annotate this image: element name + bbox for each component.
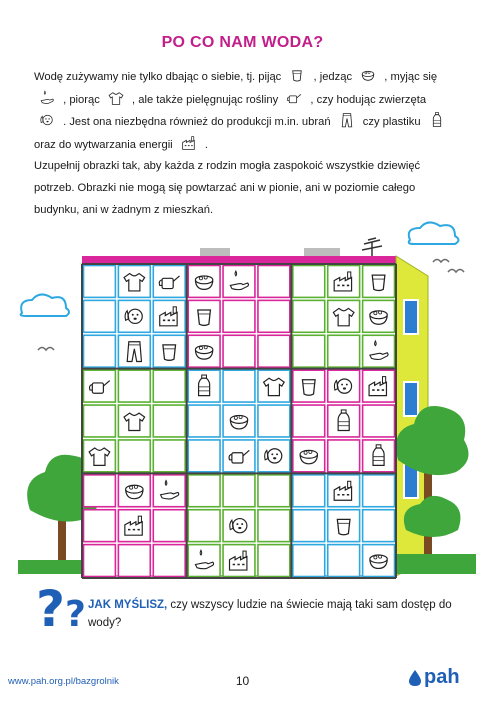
question-mark-icon: ??	[36, 580, 86, 638]
grid-cell[interactable]	[84, 545, 116, 577]
grid-cell	[153, 300, 185, 332]
grid-cell[interactable]	[258, 475, 290, 507]
grid-cell	[328, 266, 360, 298]
grid-cell	[153, 475, 185, 507]
grid-cell[interactable]	[188, 510, 220, 542]
grid-cell[interactable]	[188, 405, 220, 437]
grid-cell	[223, 405, 255, 437]
grid-cell	[188, 300, 220, 332]
grid-cell[interactable]	[84, 300, 116, 332]
building-roof	[82, 256, 396, 264]
grid-cell	[84, 370, 116, 402]
sudoku-grid	[82, 264, 396, 578]
grid-cell[interactable]	[293, 266, 325, 298]
grid-cell[interactable]	[258, 405, 290, 437]
grid-cell[interactable]	[84, 335, 116, 367]
grid-cell[interactable]	[258, 266, 290, 298]
cloud-icon	[409, 222, 459, 244]
grid-cell[interactable]	[188, 440, 220, 472]
watering-can-icon	[283, 89, 305, 107]
grid-cell[interactable]	[328, 440, 360, 472]
intro-text: hodując zwierzęta	[336, 93, 427, 106]
grid-cell[interactable]	[363, 475, 395, 507]
grid-cell[interactable]	[84, 266, 116, 298]
grid-cell[interactable]	[223, 300, 255, 332]
grid-cell[interactable]	[293, 475, 325, 507]
page-title: PO CO NAM WODA?	[161, 34, 324, 51]
grid-cell	[328, 300, 360, 332]
pah-logo: pah	[408, 666, 460, 689]
antenna-icon	[362, 238, 382, 258]
grid-cell	[118, 475, 150, 507]
intro-text: , czy	[310, 93, 334, 106]
grid-cell	[328, 510, 360, 542]
grid-cell[interactable]	[84, 510, 116, 542]
footer-link[interactable]: www.pah.org.pl/bazgrolnik	[8, 676, 119, 687]
cloud-icon	[21, 294, 69, 316]
cup-icon	[286, 66, 308, 84]
grid-cell[interactable]	[118, 545, 150, 577]
handwash-icon	[36, 89, 58, 107]
grid-cell[interactable]	[84, 475, 116, 507]
intro-text: ubrań	[301, 116, 331, 129]
grid-cell[interactable]	[258, 510, 290, 542]
grid-cell	[223, 440, 255, 472]
side-window	[404, 382, 418, 416]
grid-cell	[84, 440, 116, 472]
grid-cell[interactable]	[153, 440, 185, 472]
grid-cell[interactable]	[293, 335, 325, 367]
page-number: 10	[235, 674, 250, 688]
intro-text: , piorąc	[63, 93, 100, 106]
grid-cell[interactable]	[258, 335, 290, 367]
grid-cell	[328, 370, 360, 402]
grid-cell	[153, 335, 185, 367]
grid-cell	[188, 335, 220, 367]
grid-cell[interactable]	[328, 545, 360, 577]
grid-cell	[363, 300, 395, 332]
water-drop-icon	[408, 669, 422, 687]
intro-text: oraz do wytwarzania energii	[34, 138, 173, 151]
grid-cell	[223, 510, 255, 542]
grid-cell[interactable]	[153, 370, 185, 402]
grid-cell[interactable]	[84, 405, 116, 437]
grid-cell[interactable]	[118, 440, 150, 472]
grid-cell	[223, 545, 255, 577]
grid-cell[interactable]	[153, 545, 185, 577]
grid-cell[interactable]	[363, 405, 395, 437]
grid-cell[interactable]	[258, 545, 290, 577]
intro-text: . Jest ona niezbędna również do produkcji m.in.	[63, 116, 299, 129]
intro-text: .	[204, 138, 208, 151]
grid-cell[interactable]	[328, 335, 360, 367]
grid-cell	[118, 300, 150, 332]
grid-cell[interactable]	[118, 370, 150, 402]
shirt-icon	[105, 89, 127, 107]
question-text: JAK MYŚLISZ, czy wszyscy ludzie na świecie mają taki sam dostęp do wody?	[88, 599, 452, 629]
grid-cell	[363, 266, 395, 298]
bowl-icon	[357, 66, 379, 84]
grid-cell[interactable]	[293, 405, 325, 437]
grid-cell[interactable]	[223, 335, 255, 367]
building-scene	[0, 210, 485, 580]
grid-cell	[293, 370, 325, 402]
grid-cell	[363, 545, 395, 577]
grid-cell	[363, 370, 395, 402]
grid-cell[interactable]	[153, 510, 185, 542]
bottle-icon	[426, 111, 448, 129]
instructions-text: Uzupełnij obrazki tak, aby każda z rodzin mogła zaspokoić wszystkie dziewięć potrzeb. Obrazki nie mogą się powtarzać ani w pionie, ani w poziomie całego budynku, ani w żadnym z mieszkań.	[34, 160, 421, 216]
dog-icon	[36, 111, 58, 129]
grid-cell[interactable]	[293, 300, 325, 332]
chimney	[200, 248, 230, 256]
grid-cell[interactable]	[363, 510, 395, 542]
intro-text: myjąc się	[390, 71, 438, 83]
grid-cell	[258, 440, 290, 472]
intro-text: , ale także pielęgnując rośliny	[132, 93, 279, 106]
grid-cell[interactable]	[293, 545, 325, 577]
grid-cell[interactable]	[188, 475, 220, 507]
intro-text: czy plastiku	[362, 116, 421, 129]
grid-cell[interactable]	[223, 370, 255, 402]
factory-icon	[178, 134, 200, 152]
intro-text: ,	[384, 71, 388, 83]
grid-cell[interactable]	[258, 300, 290, 332]
grid-cell	[188, 545, 220, 577]
grid-cell	[118, 266, 150, 298]
intro-text: , jedząc	[313, 71, 353, 83]
grid-cell	[223, 266, 255, 298]
grid-cell	[188, 266, 220, 298]
side-window	[404, 300, 418, 334]
grid-cell	[118, 405, 150, 437]
grid-cell	[153, 266, 185, 298]
intro-text: Wodę zużywamy nie tylko dbając o siebie, tj. pijąc	[34, 71, 282, 83]
grid-cell[interactable]	[223, 475, 255, 507]
grid-cell	[328, 475, 360, 507]
grid-cell	[293, 440, 325, 472]
grid-cell[interactable]	[153, 405, 185, 437]
trousers-icon	[336, 111, 358, 129]
grid-cell[interactable]	[293, 510, 325, 542]
grid-cell	[363, 335, 395, 367]
grid-cell	[118, 510, 150, 542]
chimney	[304, 248, 340, 256]
intro-paragraph	[34, 66, 452, 221]
grid-cell	[258, 370, 290, 402]
